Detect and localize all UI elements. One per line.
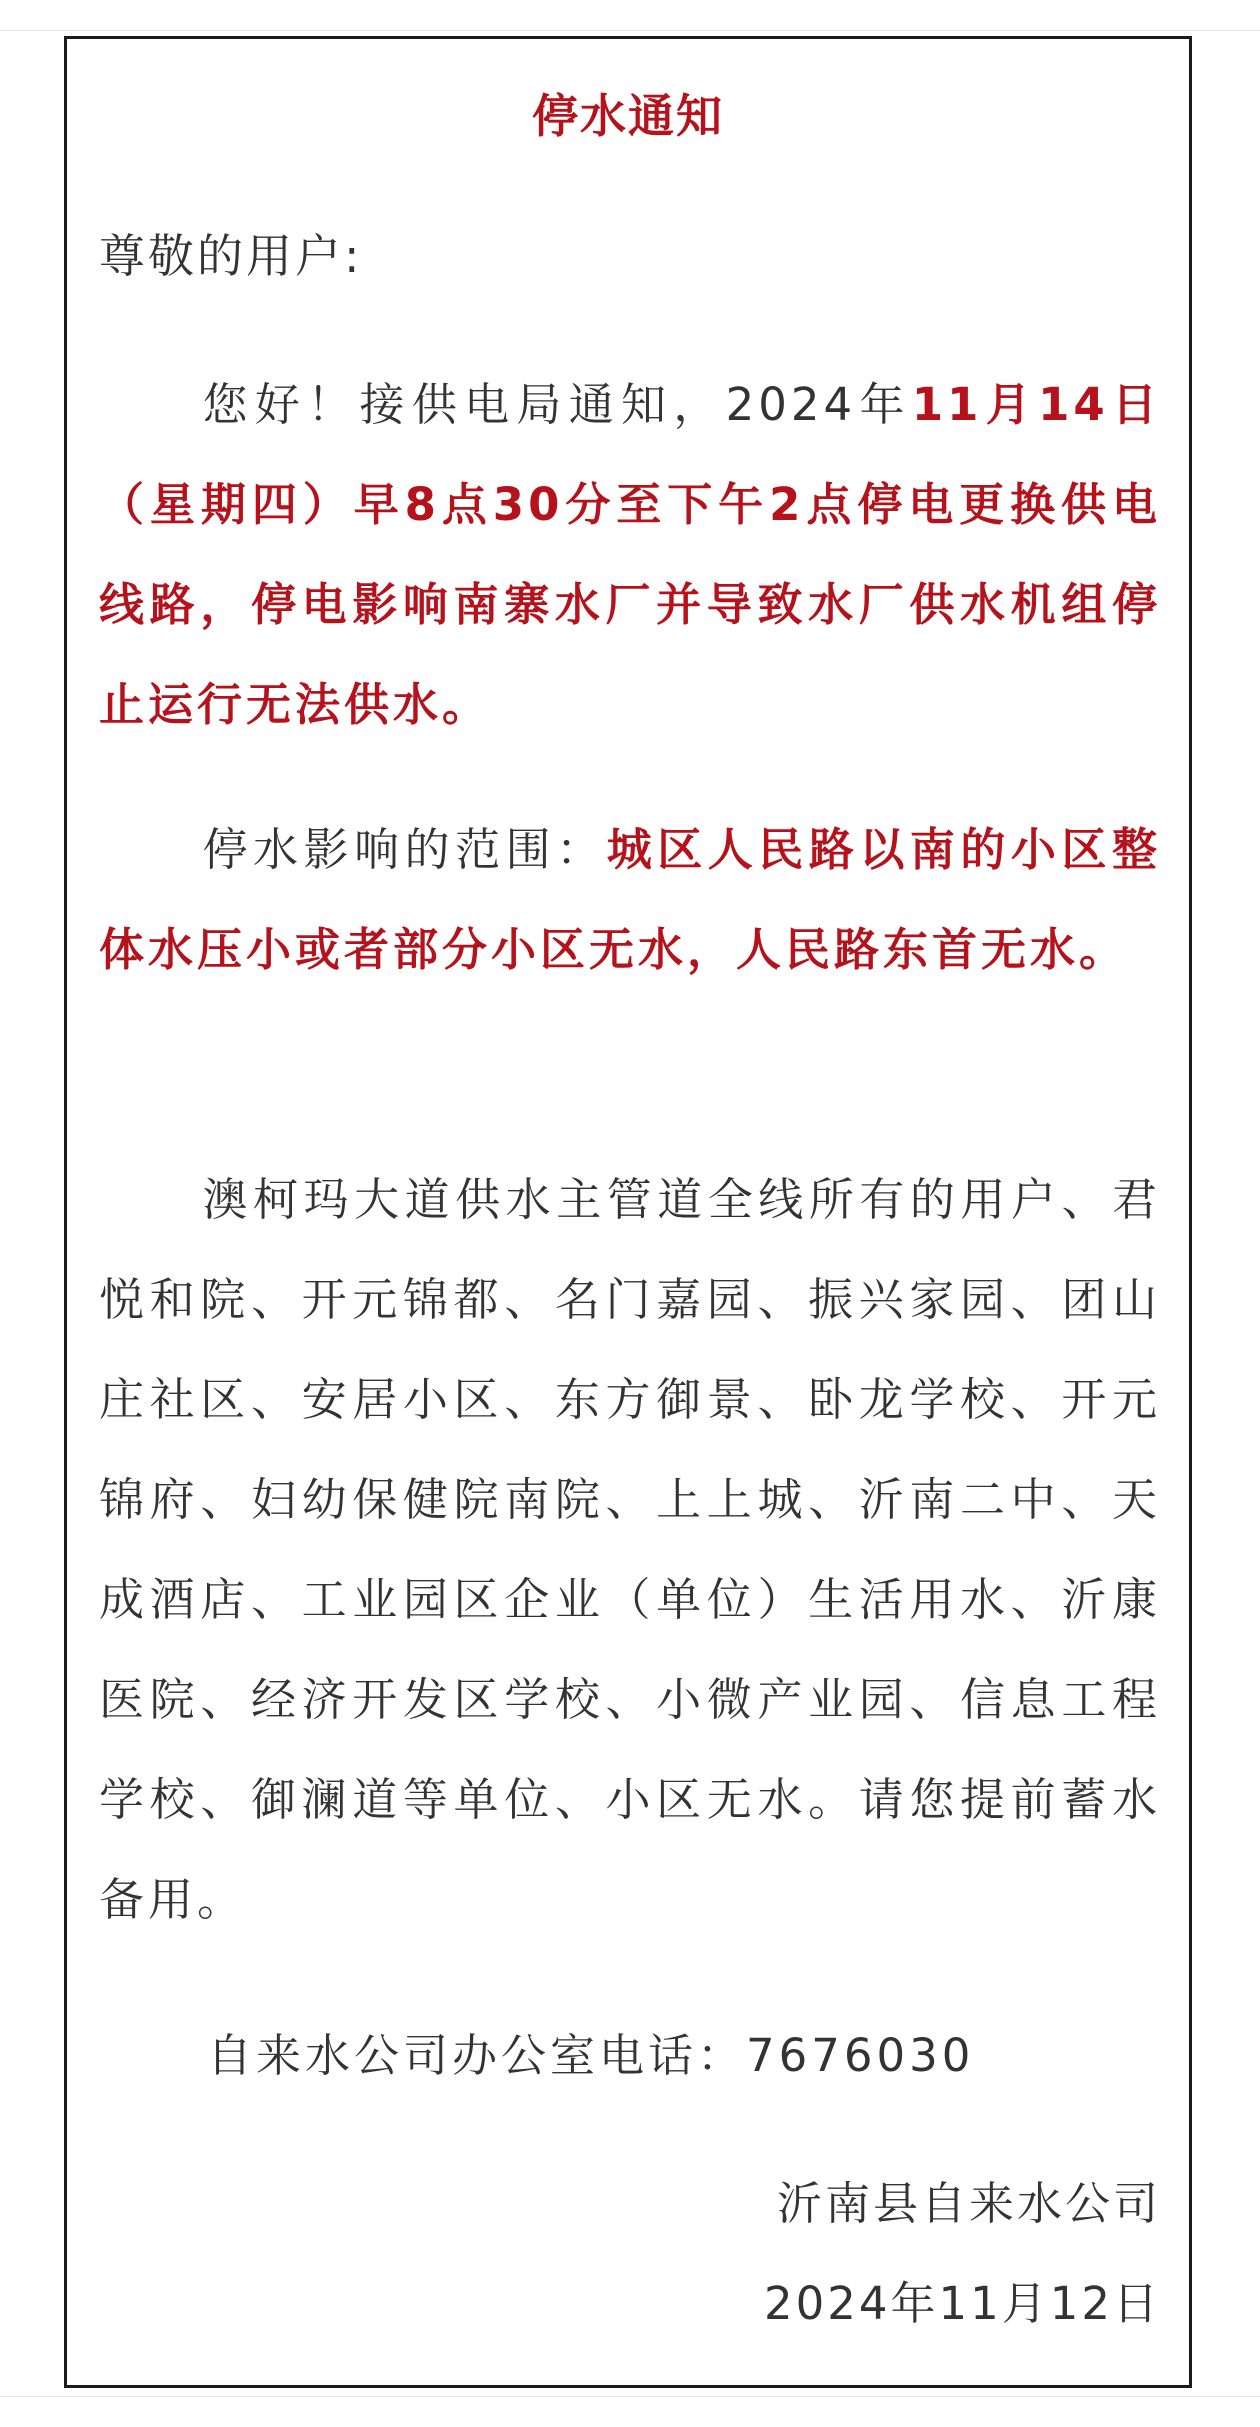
notice-title: 停水通知: [532, 89, 724, 143]
paragraph-lead: 您好！接供电局通知，2024年: [202, 378, 912, 431]
affected-range-highlight: 城区人民路以南的小区整体水压小或者部分小区无水，人民路东首无水。: [99, 823, 1161, 976]
greeting: 尊敬的用户:: [99, 229, 363, 283]
contact-phone: 自来水公司办公室电话：7676030: [207, 2029, 975, 2082]
signature-date: 2024年11月12日: [763, 2277, 1161, 2330]
paragraph-lead: 停水影响的范围：: [202, 823, 607, 876]
paragraph-power-outage: [99, 355, 1161, 755]
bottom-divider: [0, 2396, 1260, 2397]
signature-organization: 沂南县自来水公司: [776, 2177, 1161, 2230]
paragraph-affected-range: [99, 800, 1161, 1000]
paragraph-affected-units: 澳柯玛大道供水主管道全线所有的用户、君悦和院、开元锦都、名门嘉园、振兴家园、团山庄社区、安居小区、东方御景、卧龙学校、开元锦府、妇幼保健院南院、上上城、沂南二中、天成酒店、工业园区企业（单位）生活用水、沂康医院、经济开发区学校、小微产业园、信息工程学校、御澜道等单位、小区无水。请您提前蓄水备用。: [99, 1173, 1161, 1926]
outage-time-highlight: 11月14日（星期四）早8点30分至下午2点停电更换供电线路，停电影响南寨水厂并导致水厂供水机组停止运行无法供水。: [99, 378, 1162, 731]
top-divider: [0, 30, 1260, 31]
